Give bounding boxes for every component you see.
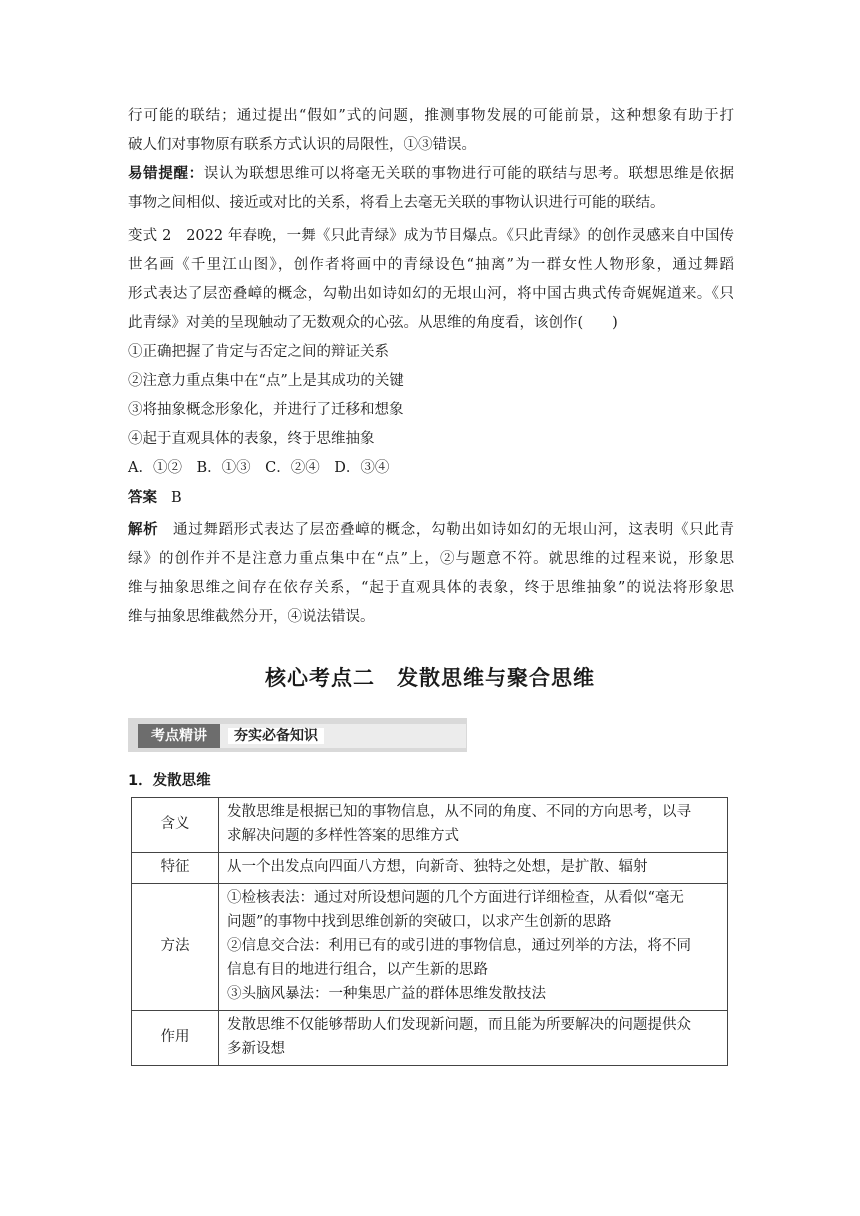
analysis-line: 维与抽象思维截然分开，④说法错误。 — [128, 609, 375, 625]
paragraph-line: 行可能的联结；通过提出“假如”式的问题，推测事物发展的可能前景，这种想象有助于打 — [128, 108, 734, 124]
tip-text: 误认为联想思维可以将毫无关联的事物进行可能的联结与思考。联想思维是依据 — [203, 166, 735, 182]
subheading: 1．发散思维 — [128, 773, 211, 789]
question-line: 形式表达了层峦叠嶂的概念，勾勒出如诗如幻的无垠山河，将中国古典式传奇娓娓道来。《只 — [128, 286, 734, 302]
option-4: ④起于直观具体的表象，终于思维抽象 — [128, 431, 375, 447]
row-key: 含义 — [132, 798, 219, 853]
row-value-line: ②信息交合法：利用已有的或引进的事物信息，通过列举的方法，将不同 — [227, 938, 691, 954]
question-line: 世名画《千里江山图》，创作者将画中的青绿设色“抽离”为一群女性人物形象，通过舞蹈 — [128, 257, 734, 273]
row-value-line: 问题”的事物中找到思维创新的突破口，以求产生创新的思路 — [227, 914, 612, 930]
tip-label: 易错提醒： — [128, 166, 204, 182]
row-value — [219, 798, 728, 853]
row-key: 特征 — [132, 853, 219, 884]
analysis-line — [128, 519, 734, 541]
answer-choices: A．①② B．①③ C．②④ D．③④ — [128, 460, 390, 476]
paragraph-line: 破人们对事物原有联系方式认识的局限性，①③错误。 — [128, 137, 476, 153]
table-row — [132, 884, 728, 1011]
analysis-label: 解析 — [128, 522, 159, 538]
row-value — [219, 1011, 728, 1066]
table-row — [132, 798, 728, 853]
row-key: 作用 — [132, 1011, 219, 1066]
row-value — [219, 853, 728, 884]
row-value-line: 从一个出发点向四面八方想，向新奇、独特之处想，是扩散、辐射 — [227, 859, 648, 875]
row-value — [219, 884, 728, 1011]
row-value-line: ③头脑风暴法：一种集思广益的群体思维发散技法 — [227, 986, 546, 1002]
row-value-line: 发散思维不仅能够帮助人们发现新问题，而且能为所要解决的问题提供众 — [227, 1017, 691, 1033]
analysis-line: 绿》的创作并不是注意力重点集中在“点”上，②与题意不符。就思维的过程来说，形象思 — [128, 551, 734, 567]
row-value-line: 求解决问题的多样性答案的思维方式 — [227, 828, 459, 844]
question-line: 此青绿》对美的呈现触动了无数观众的心弦。从思维的角度看，该创作( ) — [128, 315, 618, 331]
row-value-line: 信息有目的地进行组合，以产生新的思路 — [227, 962, 488, 978]
divergent-thinking-table — [131, 797, 728, 1066]
option-3: ③将抽象概念形象化，并进行了迁移和想象 — [128, 402, 404, 418]
question-line: 变式 2 2022 年春晚，一舞《只此青绿》成为节目爆点。《只此青绿》的创作灵感来自中国传 — [128, 228, 734, 244]
tip-line: 事物之间相似、接近或对比的关系，将看上去毫无关联的事物认识进行可能的联结。 — [128, 195, 665, 211]
answer-label: 答案 — [128, 490, 157, 506]
analysis-line: 维与抽象思维之间存在依存关系，“起于直观具体的表象，终于思维抽象”的说法将形象思 — [128, 580, 734, 596]
option-2: ②注意力重点集中在“点”上是其成功的关键 — [128, 373, 404, 389]
table-row — [132, 853, 728, 884]
row-value-line: 多新设想 — [227, 1041, 285, 1057]
option-1: ①正确把握了肯定与否定之间的辩证关系 — [128, 344, 389, 360]
tip-line — [128, 163, 734, 185]
banner-subtitle-bar — [220, 724, 466, 748]
answer-line — [128, 487, 734, 509]
banner-tag: 考点精讲 — [138, 724, 220, 748]
analysis-text: 通过舞蹈形式表达了层峦叠嶂的概念，勾勒出如诗如幻的无垠山河，这表明《只此青 — [172, 522, 734, 538]
row-value-line: 发散思维是根据已知的事物信息，从不同的角度、不同的方向思考，以寻 — [227, 804, 691, 820]
row-value-line: ①检核表法：通过对所设想问题的几个方面进行详细检查，从看似“毫无 — [227, 890, 684, 906]
section-banner — [128, 718, 467, 752]
table-row — [132, 1011, 728, 1066]
section-title: 核心考点二 发散思维与聚合思维 — [265, 666, 595, 690]
banner-subtitle: 夯实必备知识 — [228, 728, 324, 744]
row-key: 方法 — [132, 884, 219, 1011]
answer-value: B — [171, 490, 182, 506]
